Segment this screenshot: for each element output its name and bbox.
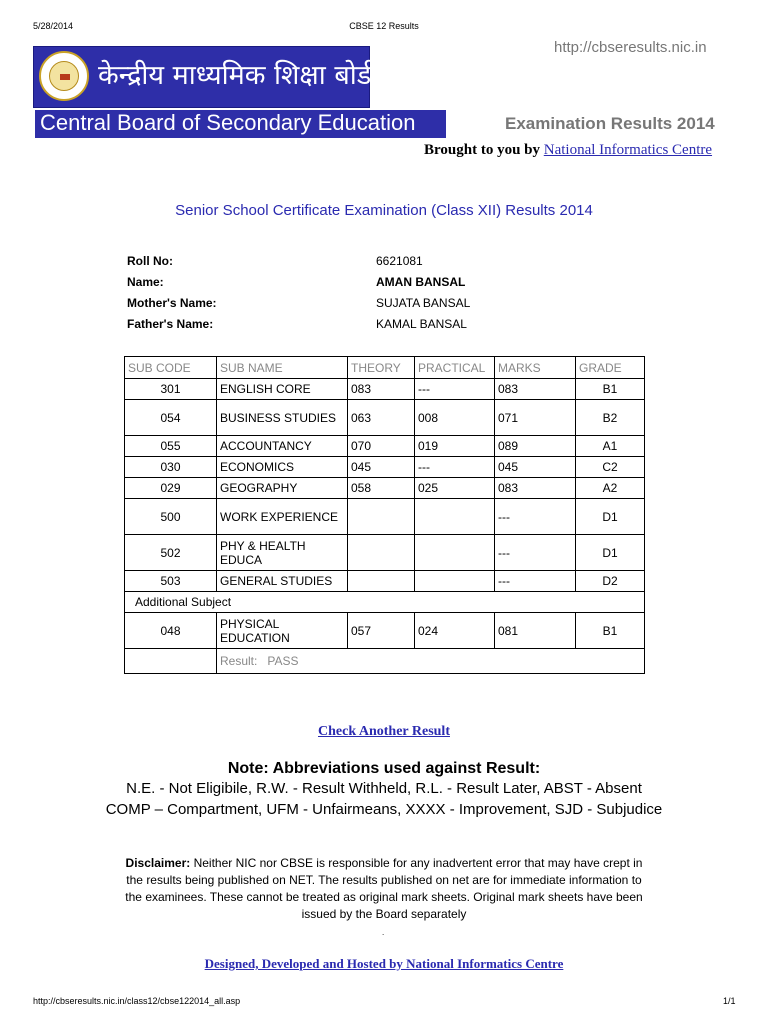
- cell-practical: [415, 571, 495, 592]
- cell-grade: D1: [576, 499, 645, 535]
- additional-subject-label: Additional Subject: [125, 592, 645, 613]
- cell-name: WORK EXPERIENCE: [217, 499, 348, 535]
- cell-grade: D2: [576, 571, 645, 592]
- cell-grade: B2: [576, 400, 645, 436]
- designed-by: [0, 956, 768, 972]
- english-title-bar: [35, 110, 446, 138]
- additional-subject-row: [125, 592, 645, 613]
- table-header-row: [125, 357, 645, 379]
- cell-marks: 071: [495, 400, 576, 436]
- cell-grade: B1: [576, 613, 645, 649]
- footer-page: 1/1: [723, 996, 736, 1006]
- footer-url: http://cbseresults.nic.in/class12/cbse122014_all.asp: [33, 996, 241, 1006]
- cell-name: BUSINESS STUDIES: [217, 400, 348, 436]
- hindi-title: केन्द्रीय माध्यमिक शिक्षा बोर्ड: [98, 60, 372, 91]
- cell-name: PHY & HEALTH EDUCA: [217, 535, 348, 571]
- result-value: PASS: [267, 654, 299, 668]
- site-url: http://cbseresults.nic.in: [554, 39, 707, 56]
- note-heading: Note: Abbreviations used against Result:: [227, 760, 541, 777]
- disclaimer-label: Disclaimer:: [125, 856, 191, 870]
- father-label: Father's Name:: [127, 317, 214, 331]
- result-label: Result:: [220, 654, 258, 668]
- cell-code: 029: [125, 478, 217, 499]
- cell-marks: 089: [495, 436, 576, 457]
- cell-theory: 063: [348, 400, 415, 436]
- cell-practical: [415, 499, 495, 535]
- cell-name: GENERAL STUDIES: [217, 571, 348, 592]
- cell-name: ENGLISH CORE: [217, 379, 348, 400]
- cbse-banner: [33, 46, 370, 108]
- table-row: [125, 478, 645, 499]
- cell-practical: ---: [415, 379, 495, 400]
- header-practical: PRACTICAL: [415, 357, 495, 379]
- print-date: 5/28/2014: [33, 21, 74, 31]
- nic-link[interactable]: National Informatics Centre: [543, 142, 713, 158]
- header-sub-code: SUB CODE: [125, 357, 217, 379]
- cell-theory: [348, 571, 415, 592]
- cell-grade: A1: [576, 436, 645, 457]
- cell-marks: ---: [495, 535, 576, 571]
- roll-label: Roll No:: [127, 254, 173, 268]
- cell-grade: B1: [576, 379, 645, 400]
- table-row: [125, 571, 645, 592]
- cell-code: 502: [125, 535, 217, 571]
- cell-practical: 008: [415, 400, 495, 436]
- cell-theory: 057: [348, 613, 415, 649]
- cell-marks: ---: [495, 571, 576, 592]
- note-line-1: N.E. - Not Eligibile, R.W. - Result Withheld, R.L. - Result Later, ABST - Absent: [126, 780, 642, 797]
- table-row: [125, 457, 645, 478]
- result-row: [125, 649, 645, 674]
- disclaimer: [118, 855, 650, 923]
- cell-marks: 081: [495, 613, 576, 649]
- roll-value: 6621081: [376, 254, 423, 268]
- cell-grade: D1: [576, 535, 645, 571]
- cell-name: PHYSICAL EDUCATION: [217, 613, 348, 649]
- header-sub-name: SUB NAME: [217, 357, 348, 379]
- father-value: KAMAL BANSAL: [376, 317, 467, 331]
- cell-grade: C2: [576, 457, 645, 478]
- cell-code: 054: [125, 400, 217, 436]
- cbse-seal-icon: [39, 51, 89, 101]
- cell-theory: 045: [348, 457, 415, 478]
- table-row: [125, 379, 645, 400]
- header-theory: THEORY: [348, 357, 415, 379]
- table-row: [125, 499, 645, 535]
- cell-practical: [415, 535, 495, 571]
- designed-by-link[interactable]: Designed, Developed and Hosted by National Informatics Centre: [204, 956, 564, 971]
- table-row: [125, 535, 645, 571]
- cell-code: 503: [125, 571, 217, 592]
- cell-theory: [348, 499, 415, 535]
- cell-practical: 019: [415, 436, 495, 457]
- cell-code: 055: [125, 436, 217, 457]
- cell-name: ACCOUNTANCY: [217, 436, 348, 457]
- table-row: [125, 436, 645, 457]
- mother-label: Mother's Name:: [127, 296, 217, 310]
- cell-theory: 058: [348, 478, 415, 499]
- header-grade: GRADE: [576, 357, 645, 379]
- table-row: [125, 613, 645, 649]
- disclaimer-dot: .: [382, 928, 385, 937]
- cell-marks: 083: [495, 478, 576, 499]
- cell-practical: ---: [415, 457, 495, 478]
- cell-theory: [348, 535, 415, 571]
- cell-marks: ---: [495, 499, 576, 535]
- brought-to-you: [424, 142, 712, 159]
- cell-practical: 024: [415, 613, 495, 649]
- cell-grade: A2: [576, 478, 645, 499]
- brought-prefix: Brought to you by: [424, 142, 541, 158]
- mother-value: SUJATA BANSAL: [376, 296, 471, 310]
- disclaimer-text: Neither NIC nor CBSE is responsible for any inadvertent error that may have crept in the results being published on NET. The results published on net are for immediate information to the examinees. These cannot be treated as original mark sheets. Original mark sheets have been issued by the Board separately: [125, 856, 643, 921]
- cell-code: 030: [125, 457, 217, 478]
- exam-heading: Senior School Certificate Examination (Class XII) Results 2014: [175, 202, 593, 219]
- cell-theory: 083: [348, 379, 415, 400]
- name-label: Name:: [127, 275, 164, 289]
- name-value: AMAN BANSAL: [376, 275, 466, 289]
- cell-marks: 083: [495, 379, 576, 400]
- cell-marks: 045: [495, 457, 576, 478]
- check-another-result-link[interactable]: Check Another Result: [318, 724, 450, 739]
- note-line-2: COMP – Compartment, UFM - Unfairmeans, XXXX - Improvement, SJD - Subjudice: [105, 801, 663, 818]
- exam-results-title: Examination Results 2014: [505, 114, 715, 133]
- check-another: [0, 724, 768, 740]
- cell-name: ECONOMICS: [217, 457, 348, 478]
- result-empty-cell: [125, 649, 217, 674]
- result-cell: [217, 649, 645, 674]
- cell-name: GEOGRAPHY: [217, 478, 348, 499]
- english-title: Central Board of Secondary Education: [40, 110, 416, 135]
- table-row: [125, 400, 645, 436]
- cell-code: 048: [125, 613, 217, 649]
- results-table: [124, 356, 645, 674]
- cell-code: 301: [125, 379, 217, 400]
- header-marks: MARKS: [495, 357, 576, 379]
- print-title: CBSE 12 Results: [349, 21, 419, 31]
- cell-code: 500: [125, 499, 217, 535]
- cell-theory: 070: [348, 436, 415, 457]
- cell-practical: 025: [415, 478, 495, 499]
